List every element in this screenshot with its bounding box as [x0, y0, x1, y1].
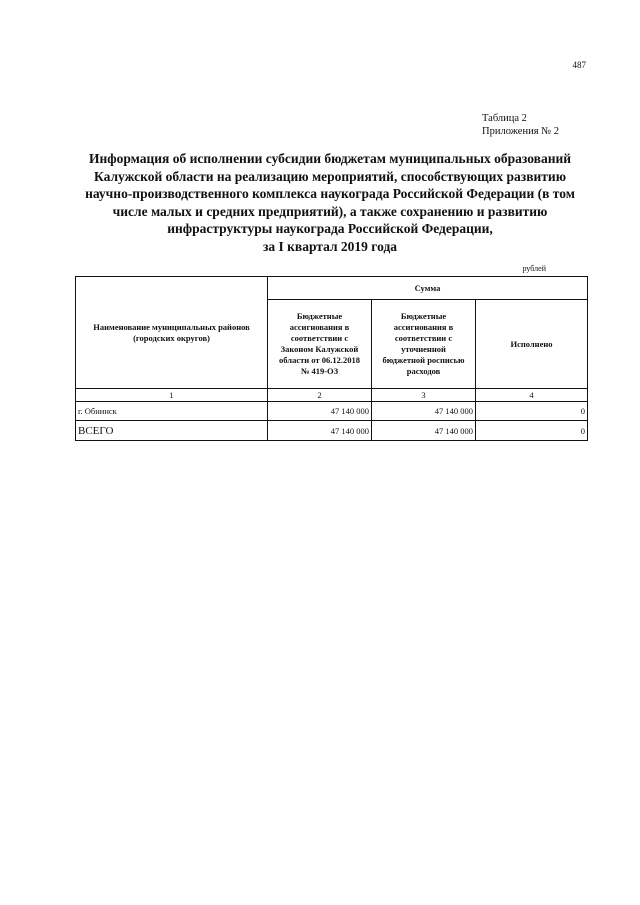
row-name: г. Обнинск — [76, 402, 268, 421]
total-col2: 47 140 000 — [268, 421, 372, 441]
header-col4: Исполнено — [476, 300, 588, 389]
header-col3: Бюджетные ассигнования в соответствии с уточненной бюджетной росписью расходов — [372, 300, 476, 389]
total-row — [76, 421, 588, 441]
table-ref-line1: Таблица 2 — [482, 113, 527, 124]
row-col3: 47 140 000 — [372, 402, 476, 421]
row-col2: 47 140 000 — [268, 402, 372, 421]
header-row-top — [76, 277, 588, 300]
page-number: 487 — [572, 60, 586, 70]
table-ref-line2: Приложения № 2 — [482, 126, 560, 137]
total-col4: 0 — [476, 421, 588, 441]
subsidy-table — [75, 276, 588, 441]
col-number-3: 3 — [372, 389, 476, 402]
col-number-1: 1 — [76, 389, 268, 402]
header-col2: Бюджетные ассигнования в соответствии с Законом Калужской области от 06.12.2018 № 419-ОЗ — [268, 300, 372, 389]
document-title: Информация об исполнении субсидии бюджетам муниципальных образований Калужской области на реализацию мероприятий, способствующих развитию научно-производственного комплекса наукограда Российской Федерации (в том числе малых и средних предприятий), а также сохранению и развитию инфраструктуры наукограда Российской Федерации, за I квартал 2019 года — [85, 151, 575, 254]
header-name: Наименование муниципальных районов (городских округов) — [76, 277, 268, 389]
row-col4: 0 — [476, 402, 588, 421]
units-label: рублей — [522, 264, 546, 273]
total-name: ВСЕГО — [76, 421, 268, 441]
col-number-4: 4 — [476, 389, 588, 402]
column-number-row — [76, 389, 588, 402]
table-row — [76, 402, 588, 421]
table-reference — [482, 112, 559, 138]
header-sum: Сумма — [268, 277, 588, 300]
total-col3: 47 140 000 — [372, 421, 476, 441]
col-number-2: 2 — [268, 389, 372, 402]
